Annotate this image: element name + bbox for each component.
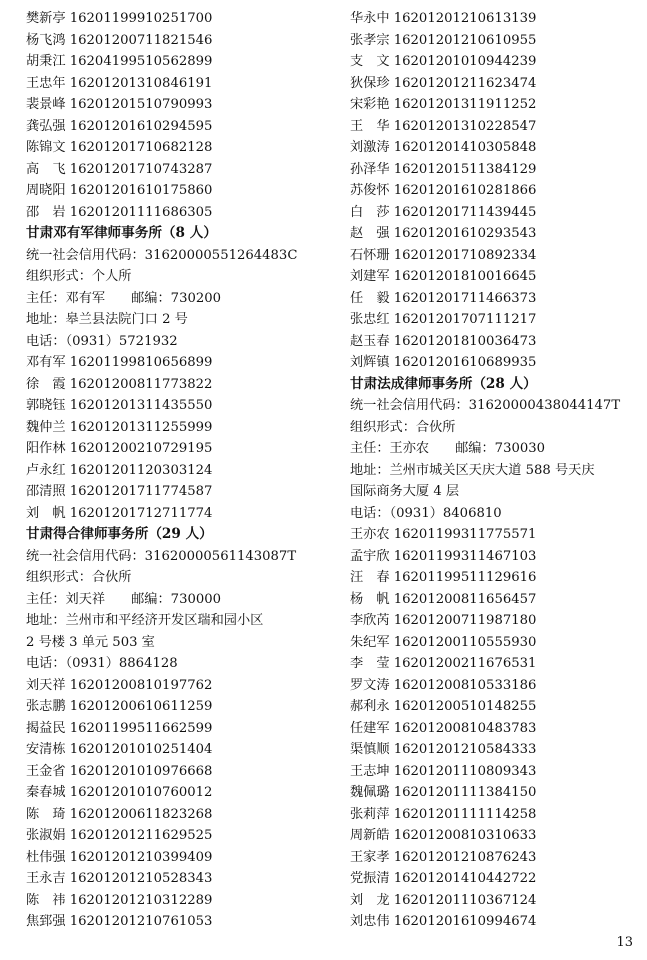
- lawyer-entry: [26, 739, 326, 761]
- lawyer-name: 杨飞鸿: [26, 32, 66, 48]
- license-number: 16201201210312289: [69, 892, 213, 908]
- firm-info-line: 组织形式：合伙所: [26, 570, 132, 585]
- firm-info-line: 组织形式：合伙所: [350, 419, 456, 435]
- lawyer-name: 高 飞: [26, 161, 66, 177]
- lawyer-entry: [350, 245, 640, 267]
- license-number: 16201201610689935: [393, 355, 537, 370]
- director-text: 主任：刘天祥: [26, 591, 106, 607]
- lawyer-entry: [350, 266, 640, 288]
- license-number: 16201199511662599: [69, 720, 213, 736]
- lawyer-name: 王家孝: [350, 849, 390, 865]
- lawyer-entry: [26, 503, 326, 525]
- lawyer-name: 杜伟强: [26, 849, 66, 865]
- lawyer-entry: [350, 653, 640, 675]
- lawyer-entry: [350, 632, 640, 654]
- license-number: 16201200711821546: [69, 32, 213, 48]
- lawyer-name: 狄保珍: [350, 75, 390, 91]
- lawyer-entry: [350, 911, 640, 933]
- lawyer-entry: [26, 94, 326, 116]
- lawyer-entry: [350, 675, 640, 697]
- lawyer-name: 任建军: [350, 720, 390, 736]
- lawyer-entry: [26, 761, 326, 783]
- lawyer-entry: [26, 202, 326, 224]
- license-number: 16201201711439445: [393, 204, 537, 220]
- lawyer-name: 白 莎: [350, 204, 390, 220]
- license-number: 16201199311467103: [393, 548, 537, 564]
- license-number: 16201200210729195: [69, 441, 213, 456]
- lawyer-name: 王永吉: [26, 871, 66, 886]
- license-number: 16201201210610955: [393, 32, 537, 48]
- firm-info-line: 2 号楼 3 单元 503 室: [26, 634, 155, 650]
- firm-info-line: 电话：（0931）5721932: [26, 333, 178, 349]
- license-number: 16201199511129616: [393, 570, 537, 585]
- lawyer-name: 石怀珊: [350, 247, 390, 263]
- lawyer-name: 焦郅强: [26, 914, 66, 929]
- license-number: 16201200810197762: [69, 677, 213, 693]
- license-number: 16201201510790993: [69, 97, 213, 112]
- lawyer-entry: [350, 309, 640, 331]
- lawyer-name: 郭晓钰: [26, 398, 66, 413]
- lawyer-name: 刘建军: [350, 269, 390, 284]
- license-number: 16201201010976668: [69, 763, 213, 779]
- lawyer-entry: [26, 804, 326, 826]
- license-number: 16201201311911252: [393, 97, 537, 112]
- lawyer-entry: [350, 8, 640, 30]
- lawyer-name: 阳作林: [26, 441, 66, 456]
- lawyer-name: 裴景峰: [26, 97, 66, 112]
- lawyer-entry: [26, 374, 326, 396]
- license-number: 16201201210584333: [393, 742, 537, 757]
- lawyer-entry: [350, 782, 640, 804]
- lawyer-entry: [350, 202, 640, 224]
- license-number: 16201199810656899: [69, 355, 213, 370]
- lawyer-name: 渠慎顺: [350, 742, 390, 757]
- license-number: 16201201210528343: [69, 871, 213, 886]
- page-number: 13: [616, 935, 633, 950]
- firm-director-line: [26, 288, 326, 310]
- lawyer-entry: [350, 825, 640, 847]
- license-number: 16201201010760012: [69, 785, 213, 800]
- lawyer-name: 张忠红: [350, 312, 390, 327]
- lawyer-name: 魏佩璐: [350, 785, 390, 800]
- lawyer-name: 刘辉镇: [350, 355, 390, 370]
- lawyer-entry: [350, 180, 640, 202]
- lawyer-name: 支 文: [350, 54, 390, 69]
- license-number: 16201201610281866: [393, 183, 537, 198]
- lawyer-entry: [350, 159, 640, 181]
- lawyer-entry: [26, 847, 326, 869]
- lawyer-name: 杨 帆: [350, 591, 390, 607]
- lawyer-entry: [350, 223, 640, 245]
- lawyer-name: 华永中: [350, 11, 390, 26]
- lawyer-name: 任 毅: [350, 290, 390, 306]
- lawyer-name: 卢永红: [26, 462, 66, 478]
- license-number: 16201201610294595: [69, 118, 213, 134]
- license-number: 16201199311775571: [393, 527, 537, 542]
- license-number: 16201200810533186: [393, 677, 537, 693]
- firm-director-line: [350, 438, 640, 460]
- firm-info-line: 电话：（0931）8864128: [26, 656, 178, 671]
- postcode-text: 邮编：730200: [131, 290, 222, 306]
- firm-heading: 甘肃邓有军律师事务所（8 人）: [26, 225, 217, 241]
- license-number: 16201199910251700: [69, 11, 213, 26]
- lawyer-entry: [350, 890, 640, 912]
- lawyer-entry: [350, 116, 640, 138]
- lawyer-entry: [26, 51, 326, 73]
- lawyer-name: 邓有军: [26, 355, 66, 370]
- lawyer-name: 李欣芮: [350, 613, 390, 628]
- license-number: 16201201710892334: [393, 247, 537, 263]
- lawyer-name: 罗文涛: [350, 677, 390, 693]
- license-number: 16201200211676531: [393, 656, 537, 671]
- lawyer-name: 陈 琦: [26, 806, 66, 822]
- lawyer-entry: [26, 825, 326, 847]
- firm-heading: 甘肃法成律师事务所（28 人）: [350, 375, 537, 392]
- lawyer-entry: [26, 417, 326, 439]
- license-number: 16201201210761053: [69, 914, 213, 929]
- lawyer-entry: [350, 137, 640, 159]
- license-number: 16201201410305848: [393, 140, 537, 155]
- lawyer-entry: [350, 847, 640, 869]
- lawyer-name: 周新皓: [350, 828, 390, 843]
- lawyer-entry: [350, 352, 640, 374]
- lawyer-entry: [350, 94, 640, 116]
- lawyer-name: 周晓阳: [26, 183, 66, 198]
- lawyer-entry: [26, 137, 326, 159]
- lawyer-entry: [350, 524, 640, 546]
- license-number: 16201201712711774: [69, 505, 213, 521]
- lawyer-name: 王金省: [26, 763, 66, 779]
- license-number: 16201201111384150: [393, 785, 537, 800]
- license-number: 16201201210399409: [69, 849, 213, 865]
- lawyer-entry: [26, 8, 326, 30]
- lawyer-name: 张莉萍: [350, 806, 390, 822]
- lawyer-entry: [350, 331, 640, 353]
- firm-info-line: 统一社会信用代码：31620000438044147T: [350, 398, 621, 413]
- firm-info-line: 国际商务大厦 4 层: [350, 484, 460, 499]
- firm-director-line: [26, 589, 326, 611]
- license-number: 16201201710743287: [69, 161, 213, 177]
- lawyer-entry: [26, 73, 326, 95]
- lawyer-name: 王亦农: [350, 527, 390, 542]
- lawyer-name: 赵玉春: [350, 333, 390, 349]
- lawyer-entry: [26, 481, 326, 503]
- lawyer-name: 安清栋: [26, 742, 66, 757]
- lawyer-entry: [350, 804, 640, 826]
- lawyer-entry: [26, 911, 326, 933]
- director-text: 主任：王亦农: [350, 441, 430, 456]
- license-number: 16201200711987180: [393, 613, 537, 628]
- lawyer-entry: [26, 890, 326, 912]
- license-number: 16201201707111217: [393, 312, 537, 327]
- lawyer-entry: [350, 718, 640, 740]
- director-text: 主任：邓有军: [26, 290, 106, 306]
- license-number: 16201201211623474: [393, 75, 537, 91]
- lawyer-entry: [26, 116, 326, 138]
- lawyer-name: 邵清照: [26, 484, 66, 499]
- lawyer-name: 龚弘强: [26, 118, 66, 134]
- firm-heading: 甘肃得合律师事务所（29 人）: [26, 526, 213, 542]
- lawyer-name: 王志坤: [350, 763, 390, 779]
- lawyer-entry: [26, 30, 326, 52]
- license-number: 16201201110809343: [393, 763, 537, 779]
- license-number: 16201201610175860: [69, 183, 213, 198]
- lawyer-name: 朱纪军: [350, 634, 390, 650]
- license-number: 16201201711466373: [393, 290, 537, 306]
- lawyer-name: 邵 岩: [26, 204, 66, 220]
- license-number: 16201200811773822: [69, 376, 213, 392]
- lawyer-name: 孟宇欣: [350, 548, 390, 564]
- lawyer-entry: [350, 546, 640, 568]
- lawyer-name: 李 莹: [350, 656, 390, 671]
- lawyer-name: 樊新亭: [26, 11, 66, 26]
- right-column: [350, 8, 640, 933]
- license-number: 16201201311255999: [69, 419, 213, 435]
- lawyer-name: 陈锦文: [26, 140, 66, 155]
- license-number: 16201201710682128: [69, 140, 213, 155]
- lawyer-name: 胡秉江: [26, 54, 66, 69]
- lawyer-name: 陈 祎: [26, 892, 66, 908]
- license-number: 16201201410442722: [393, 871, 537, 886]
- lawyer-name: 刘忠伟: [350, 914, 390, 929]
- license-number: 16201201010251404: [69, 742, 213, 757]
- lawyer-entry: [26, 868, 326, 890]
- lawyer-entry: [26, 696, 326, 718]
- lawyer-entry: [350, 739, 640, 761]
- lawyer-name: 刘激涛: [350, 140, 390, 155]
- lawyer-name: 王 华: [350, 118, 390, 134]
- license-number: 16201201110367124: [393, 892, 537, 908]
- lawyer-entry: [26, 718, 326, 740]
- license-number: 16201200611823268: [69, 806, 213, 822]
- lawyer-name: 赵 强: [350, 226, 390, 241]
- lawyer-name: 刘天祥: [26, 677, 66, 693]
- lawyer-name: 宋彩艳: [350, 97, 390, 112]
- license-number: 16201200510148255: [393, 699, 537, 714]
- lawyer-name: 张孝宗: [350, 32, 390, 48]
- lawyer-name: 张淑娟: [26, 828, 66, 843]
- lawyer-entry: [26, 395, 326, 417]
- postcode-text: 邮编：730030: [455, 441, 546, 456]
- lawyer-entry: [350, 288, 640, 310]
- lawyer-entry: [26, 159, 326, 181]
- license-number: 16201201111686305: [69, 204, 213, 220]
- license-number: 16201201711774587: [69, 484, 213, 499]
- lawyer-name: 郝利永: [350, 699, 390, 714]
- firm-info-line: 地址：兰州市和平经济开发区瑞和园小区: [26, 613, 264, 628]
- license-number: 16201201111114258: [393, 806, 537, 822]
- lawyer-name: 苏俊怀: [350, 183, 390, 198]
- lawyer-entry: [26, 460, 326, 482]
- license-number: 16201201211629525: [69, 828, 213, 843]
- license-number: 16204199510562899: [69, 54, 213, 69]
- license-number: 16201201210613139: [393, 11, 537, 26]
- license-number: 16201201610994674: [393, 914, 537, 929]
- lawyer-name: 秦春城: [26, 785, 66, 800]
- firm-info-line: 地址：兰州市城关区天庆大道 588 号天庆: [350, 462, 595, 478]
- lawyer-name: 徐 霞: [26, 376, 66, 392]
- firm-info-line: 统一社会信用代码：31620000561143087T: [26, 548, 297, 564]
- license-number: 16201201010944239: [393, 54, 537, 69]
- license-number: 16201201310846191: [69, 75, 213, 91]
- license-number: 16201200811656457: [393, 591, 537, 607]
- lawyer-entry: [350, 51, 640, 73]
- lawyer-entry: [350, 610, 640, 632]
- lawyer-name: 魏仲兰: [26, 419, 66, 435]
- lawyer-entry: [350, 696, 640, 718]
- lawyer-entry: [26, 352, 326, 374]
- license-number: 16201200610611259: [69, 699, 213, 714]
- lawyer-entry: [350, 868, 640, 890]
- license-number: 16201201810016645: [393, 269, 537, 284]
- lawyer-name: 王忠年: [26, 75, 66, 91]
- left-column: [26, 8, 326, 933]
- lawyer-name: 党振清: [350, 871, 390, 886]
- lawyer-entry: [26, 782, 326, 804]
- lawyer-name: 刘 帆: [26, 505, 66, 521]
- firm-info-line: 地址：皋兰县法院门口 2 号: [26, 312, 188, 327]
- license-number: 16201200810310633: [393, 828, 537, 843]
- firm-info-line: 电话：（0931）8406810: [350, 505, 502, 521]
- lawyer-entry: [350, 73, 640, 95]
- license-number: 16201201310228547: [393, 118, 537, 134]
- lawyer-name: 刘 龙: [350, 892, 390, 908]
- postcode-text: 邮编：730000: [131, 591, 222, 607]
- lawyer-entry: [26, 675, 326, 697]
- lawyer-entry: [350, 567, 640, 589]
- license-number: 16201201210876243: [393, 849, 537, 865]
- license-number: 16201200110555930: [393, 634, 537, 650]
- license-number: 16201201311435550: [69, 398, 213, 413]
- firm-info-line: 组织形式：个人所: [26, 269, 132, 284]
- license-number: 16201201610293543: [393, 226, 537, 241]
- lawyer-name: 孙泽华: [350, 161, 390, 177]
- lawyer-name: 张志鹏: [26, 699, 66, 714]
- lawyer-name: 汪 春: [350, 570, 390, 585]
- lawyer-entry: [350, 761, 640, 783]
- lawyer-entry: [26, 438, 326, 460]
- lawyer-entry: [350, 30, 640, 52]
- license-number: 16201201810036473: [393, 333, 537, 349]
- license-number: 16201201511384129: [393, 161, 537, 177]
- firm-info-line: 统一社会信用代码：31620000551264483C: [26, 247, 298, 263]
- lawyer-name: 揭益民: [26, 720, 66, 736]
- license-number: 16201200810483783: [393, 720, 537, 736]
- lawyer-entry: [26, 180, 326, 202]
- license-number: 16201201120303124: [69, 462, 213, 478]
- lawyer-entry: [350, 589, 640, 611]
